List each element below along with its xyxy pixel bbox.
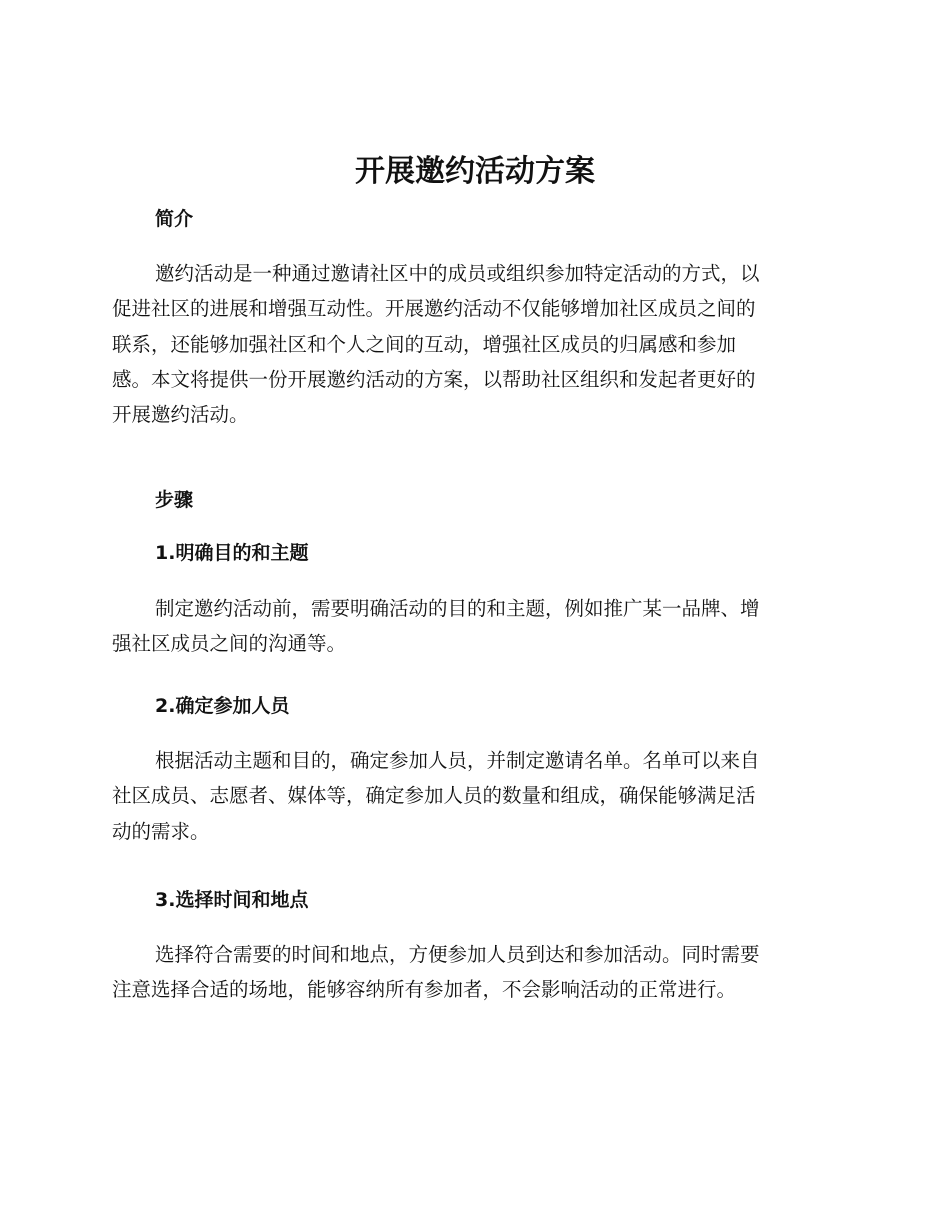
paragraph-line: 动的需求。 — [112, 819, 210, 843]
step3-heading: 3.选择时间和地点 — [155, 889, 309, 911]
paragraph-line: 制定邀约活动前，需要明确活动的目的和主题，例如推广某一品牌、增 — [155, 597, 760, 620]
paragraph-line: 根据活动主题和目的，确定参加人员，并制定邀请名单。名单可以来自 — [155, 749, 760, 772]
paragraph-line: 选择符合需要的时间和地点，方便参加人员到达和参加活动。同时需要 — [155, 943, 760, 966]
step2-heading: 2.确定参加人员 — [155, 695, 290, 717]
paragraph-line: 开展邀约活动。 — [112, 403, 249, 427]
document-title: 开展邀约活动方案 — [355, 154, 595, 189]
intro-heading: 简介 — [155, 208, 194, 230]
steps-heading: 步骤 — [155, 489, 194, 511]
paragraph-line: 感。本文将提供一份开展邀约活动的方案，以帮助社区组织和发起者更好的 — [112, 367, 756, 391]
paragraph-line: 社区成员、志愿者、媒体等，确定参加人员的数量和组成，确保能够满足活 — [112, 784, 756, 808]
step1-paragraph — [112, 591, 832, 662]
paragraph-line: 强社区成员之间的沟通等。 — [112, 632, 347, 656]
step1-heading: 1.明确目的和主题 — [155, 542, 309, 564]
intro-paragraph — [112, 256, 832, 432]
paragraph-line: 邀约活动是一种通过邀请社区中的成员或组织参加特定活动的方式，以 — [155, 262, 760, 285]
step2-paragraph — [112, 743, 832, 849]
paragraph-line: 注意选择合适的场地，能够容纳所有参加者，不会影响活动的正常进行。 — [112, 978, 737, 1002]
paragraph-line: 促进社区的进展和增强互动性。开展邀约活动不仅能够增加社区成员之间的 — [112, 297, 756, 321]
paragraph-line: 联系，还能够加强社区和个人之间的互动，增强社区成员的归属感和参加 — [112, 332, 737, 356]
step3-paragraph — [112, 937, 832, 1008]
